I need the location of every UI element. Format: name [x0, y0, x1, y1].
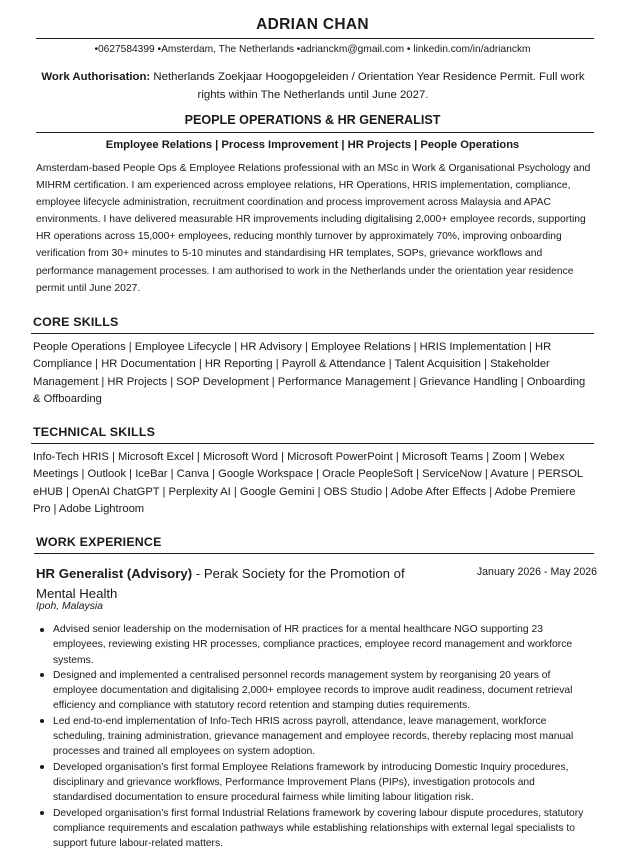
bullet-icon [40, 628, 44, 632]
bullet-icon [40, 719, 44, 723]
technical-skills-heading: TECHNICAL SKILLS [33, 425, 156, 439]
work-authorisation-label: Work Authorisation: [41, 71, 151, 83]
work-authorisation [38, 69, 588, 104]
work-experience-heading: WORK EXPERIENCE [36, 535, 162, 549]
bullet-text: Designed and implemented a centralised personnel records management system by reorganising 20 years of employee documentation and digitalising 2,000+ employee records to improve audit readiness, document retrieval efficiency and compliance with statutory record retention and stamping duties requirements. [53, 669, 573, 712]
bullet-icon [40, 765, 44, 769]
focus-areas: Employee Relations | Process Improvement | HR Projects | People Operations [105, 139, 520, 151]
bullet-text: Advised senior leadership on the modernisation of HR practices for a mental healthcare NGO supporting 23 employees, reviewing existing HR processes, compliance practices, employee record management and workforce systems. [53, 624, 573, 666]
job-role: HR Generalist (Advisory) [36, 566, 193, 581]
list-item [36, 668, 596, 714]
list-item [36, 714, 596, 760]
technical-skills-list: Info-Tech HRIS | Microsoft Excel | Microsoft Word | Microsoft PowerPoint | Microsoft Teams | Zoom | Webex Meetings | Outlook | IceBar | Canva | Google Workspace | Oracle PeopleSoft | ServiceNow | Avature | PERSOL eHUB | OpenAI ChatGPT | Perplexity AI | Google Gemini | OBS Studio | Adobe After Effects | Adobe Premiere Pro | Adobe Lightroom [33, 451, 583, 516]
list-item [36, 806, 596, 851]
technical-skills-rule [31, 443, 594, 444]
list-item [36, 622, 596, 668]
professional-summary: Amsterdam-based People Ops & Employee Relations professional with an MSc in Work & Organisational Psychology and MIHRM certification. I am experienced across employee relations, HR Operations, HRIS implementation, compliance, employee lifecycle administration, recruitment coordination and process improvement across Malaysia and APAC environments. I have delivered measurable HR improvements including digitalising 2,000+ employee records, supporting HR operations across 15,000+ employees, reducing monthly turnover by approximately 70%, improving onboarding verification from 30+ minutes to 5-10 minutes and standardising HR templates, SOPs, grievance workflows and performance management processes. I am authorised to work in the Netherlands under the orientation year residence permit until June 2027. [36, 163, 591, 294]
job-organisation: - Perak Society for the Promotion of Mental Health [36, 566, 405, 601]
work-experience-rule [34, 553, 594, 554]
bullet-text: Led end-to-end implementation of Info-Tech HRIS across payroll, attendance, leave management, workforce scheduling, training administration, grievance management and employee records, thereby replacing most manual processes and trained all employees on system adoption. [53, 715, 574, 758]
job-bullet-list [36, 622, 596, 851]
work-authorisation-text: Netherlands Zoekjaar Hoogopgeleiden / Orientation Year Residence Permit. Full work rights within The Netherlands until June 2027. [150, 71, 585, 101]
job-dates: January 2026 - May 2026 [476, 566, 597, 578]
core-skills-rule [31, 333, 594, 334]
candidate-name: ADRIAN CHAN [256, 16, 369, 33]
job-location: Ipoh, Malaysia [36, 601, 103, 612]
header-rule-top [36, 38, 594, 39]
bullet-icon [40, 811, 44, 815]
list-item [36, 760, 596, 806]
bullet-text: Developed organisation’s first formal Employee Relations framework by introducing Domestic Inquiry procedures, disciplinary and grievance workflows, Performance Improvement Plans (PIPs), investigation protocols and standardised documentation to ensure procedural fairness while limiting labour litigation risk. [53, 761, 569, 804]
headline-rule [36, 132, 594, 133]
bullet-icon [40, 673, 44, 677]
professional-headline: PEOPLE OPERATIONS & HR GENERALIST [184, 113, 441, 127]
job-title [36, 564, 446, 604]
core-skills-heading: CORE SKILLS [33, 315, 119, 329]
core-skills-list: People Operations | Employee Lifecycle | HR Advisory | Employee Relations | HRIS Implementation | HR Compliance | HR Documentation | HR Reporting | Payroll & Attendance | Talent Acquisition | Stakeholder Management | HR Projects | SOP Development | Performance Management | Grievance Handling | Onboarding & Offboarding [33, 341, 586, 406]
bullet-text: Developed organisation’s first formal Industrial Relations framework by covering labour dispute procedures, statutory compliance requirements and escalation pathways while establishing relationships with external legal specialists to support future labour-related matters. [53, 807, 584, 850]
contact-line: •0627584399 •Amsterdam, The Netherlands •adrianckm@gmail.com • linkedin.com/in/adrianckm [94, 44, 531, 55]
